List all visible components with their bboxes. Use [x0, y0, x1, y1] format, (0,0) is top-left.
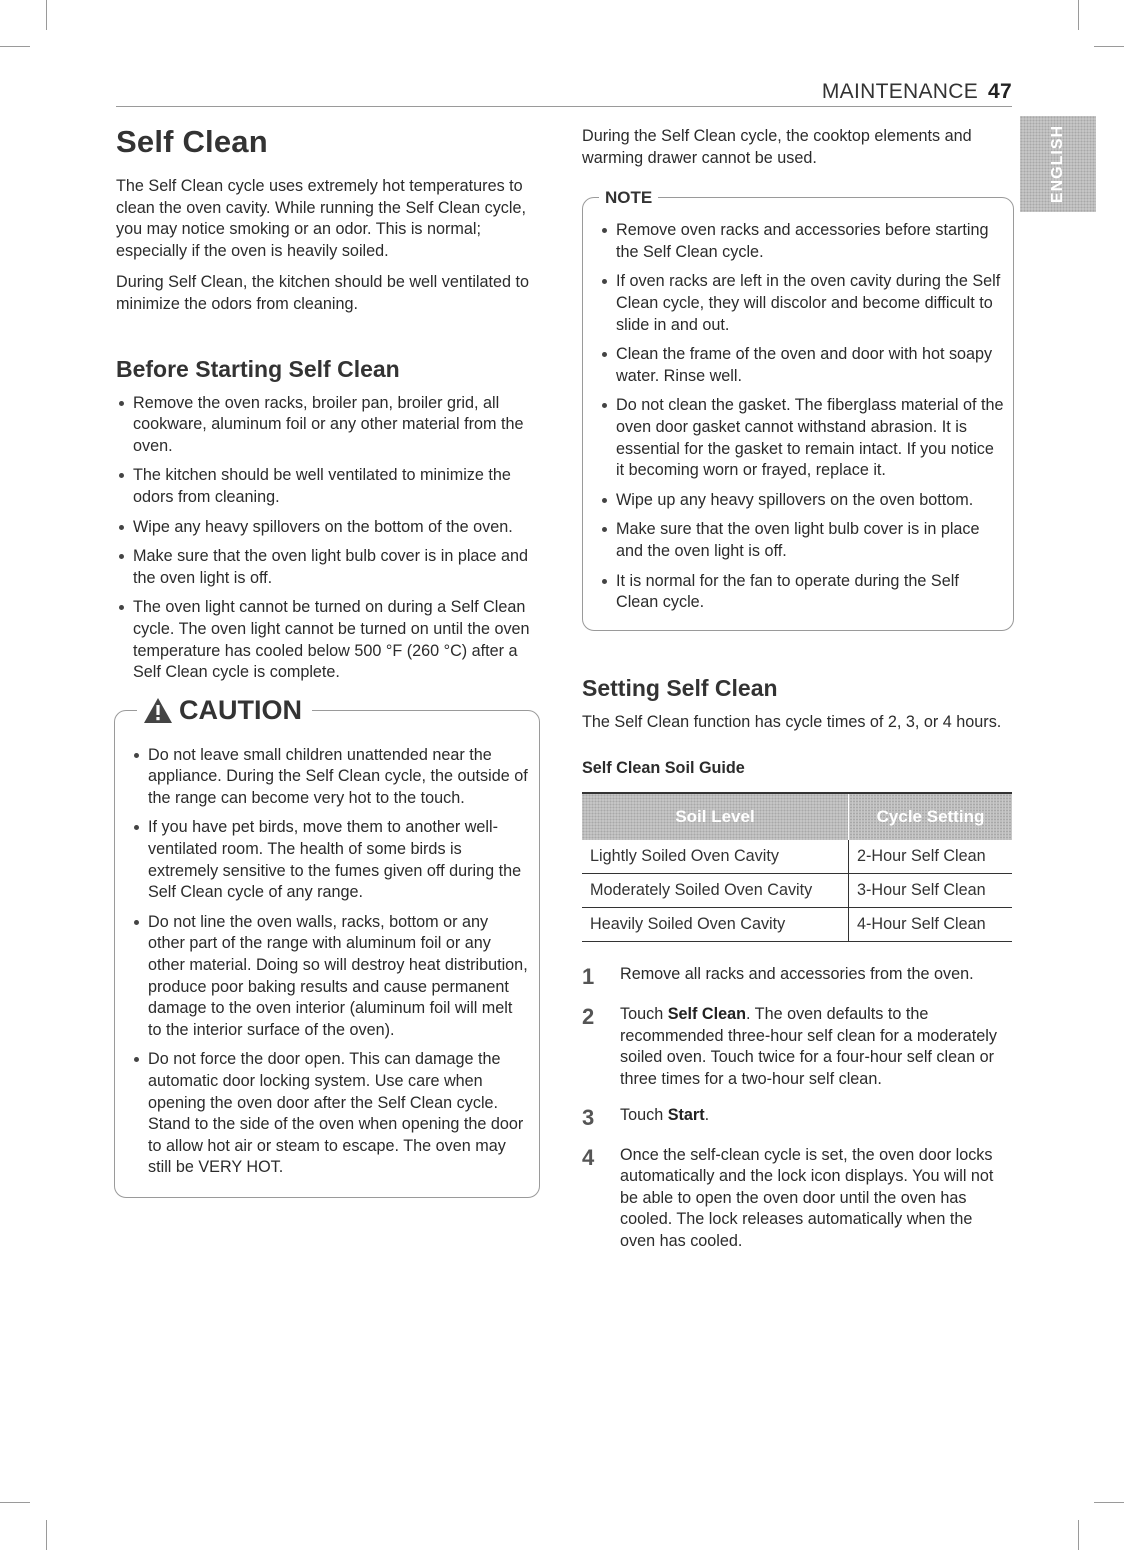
soil-guide-title: Self Clean Soil Guide	[582, 759, 745, 778]
table-row	[582, 840, 1012, 874]
list-item: The kitchen should be well ventilated to minimize the odors from cleaning.	[116, 465, 548, 508]
list-item: Make sure that the oven light bulb cover is in place and the oven light is off.	[599, 519, 1005, 562]
list-item: Do not clean the gasket. The fiberglass material of the oven door gasket cannot withstand abrasion. It is essential for the gasket to remain intact. If you notice it becoming worn or frayed, replace it.	[599, 395, 1005, 481]
table-cell: Heavily Soiled Oven Cavity	[582, 908, 849, 942]
setting-intro: The Self Clean function has cycle times of 2, 3, or 4 hours.	[582, 712, 1002, 731]
running-header	[822, 80, 1012, 104]
caution-list	[131, 745, 529, 1179]
intro-paragraph: The Self Clean cycle uses extremely hot temperatures to clean the oven cavity. While running the Self Clean cycle, you may notice smoking or an odor. This is normal; especially if the oven is heavily soiled.	[116, 177, 526, 260]
list-item: Clean the frame of the oven and door with hot soapy water. Rinse well.	[599, 344, 1005, 387]
step-number: 2	[582, 1004, 595, 1030]
step	[582, 1004, 1012, 1090]
note-list	[599, 220, 1005, 614]
step	[582, 964, 1012, 990]
before-starting-heading: Before Starting Self Clean	[116, 355, 400, 382]
right-column	[582, 126, 1012, 1267]
step	[582, 1105, 1012, 1131]
list-item: Do not leave small children unattended near the appliance. During the Self Clean cycle, the outside of the range can become very hot to the touch.	[131, 745, 529, 810]
table-cell: Moderately Soiled Oven Cavity	[582, 874, 849, 908]
list-item: The oven light cannot be turned on during a Self Clean cycle. The oven light cannot be turned on until the oven temperature has cooled below 500 °F (260 °C) after a Self Clean cycle is complete.	[116, 597, 548, 683]
table-cell: Lightly Soiled Oven Cavity	[582, 840, 849, 874]
table-row	[582, 908, 1012, 942]
list-item: Wipe any heavy spillovers on the bottom of the oven.	[116, 517, 548, 539]
step-number: 3	[582, 1104, 595, 1130]
crop-mark	[1078, 1520, 1079, 1550]
crop-mark	[0, 46, 30, 47]
table-header-row	[582, 793, 1012, 840]
soil-guide-table	[582, 792, 1012, 942]
crop-mark	[1094, 1502, 1124, 1503]
language-tab	[1020, 116, 1096, 212]
table-cell: 2-Hour Self Clean	[849, 840, 1013, 874]
steps-list	[582, 964, 1012, 1252]
table-cell: 3-Hour Self Clean	[849, 874, 1013, 908]
setting-heading: Setting Self Clean	[582, 674, 778, 701]
column-header: Soil Level	[582, 793, 849, 840]
warning-triangle-icon	[143, 697, 173, 724]
list-item: If you have pet birds, move them to another well-ventilated room. The health of some birds is extremely sensitive to the fumes given off during the Self Clean cycle of any range.	[131, 817, 529, 903]
step-text: Touch Self Clean. The oven defaults to the recommended three-hour self clean for a moderately soiled oven. Touch twice for a four-hour self clean or three times for a two-hour self clean.	[620, 1005, 997, 1089]
list-item: Remove oven racks and accessories before starting the Self Clean cycle.	[599, 220, 1005, 263]
section-name: MAINTENANCE	[821, 80, 979, 103]
step-text: Remove all racks and accessories from the oven.	[620, 965, 974, 984]
header-rule	[116, 106, 1012, 107]
list-item: Do not line the oven walls, racks, bottom or any other part of the range with aluminum foil or any other material. Doing so will destroy heat distribution, produce poor baking results and cause permanent damage to the oven interior (aluminum foil will melt to the interior surface of the oven).	[131, 912, 529, 1042]
language-tab-label: ENGLISH	[1049, 124, 1066, 204]
crop-mark	[0, 1502, 30, 1503]
table-cell: 4-Hour Self Clean	[849, 908, 1013, 942]
step-text: Once the self-clean cycle is set, the oven door locks automatically and the lock icon displays. You will not be able to open the oven door until the oven has cooled. The lock releases automatically when the oven has cooled.	[620, 1145, 994, 1251]
crop-mark	[1078, 0, 1079, 30]
step-number: 1	[582, 964, 595, 990]
column-header: Cycle Setting	[849, 793, 1013, 840]
page-number: 47	[988, 80, 1012, 103]
table-row	[582, 874, 1012, 908]
list-item: If oven racks are left in the oven cavity during the Self Clean cycle, they will discolor and become difficult to slide in and out.	[599, 271, 1005, 336]
caution-header	[137, 695, 312, 726]
caution-box	[114, 694, 540, 1198]
page-title: Self Clean	[116, 124, 268, 159]
crop-mark	[46, 0, 47, 30]
list-item: Do not force the door open. This can damage the automatic door locking system. Use care when opening the oven door after the Self Clean cycle. Stand to the side of the oven when opening the door to allow hot air or steam to escape. The oven may still be VERY HOT.	[131, 1049, 529, 1179]
caution-label: CAUTION	[179, 694, 302, 725]
crop-mark	[46, 1520, 47, 1550]
note-label: NOTE	[599, 188, 658, 208]
list-item: Wipe up any heavy spillovers on the oven bottom.	[599, 490, 1005, 512]
step-text: Touch Start.	[620, 1105, 710, 1124]
note-box	[582, 188, 1014, 631]
crop-mark	[1094, 46, 1124, 47]
step	[582, 1145, 1012, 1253]
list-item: Remove the oven racks, broiler pan, broiler grid, all cookware, aluminum foil or any other material from the oven.	[116, 393, 548, 458]
intro-paragraph: During Self Clean, the kitchen should be well ventilated to minimize the odors from cleaning.	[116, 273, 530, 313]
step-number: 4	[582, 1144, 595, 1170]
right-intro: During the Self Clean cycle, the cooktop elements and warming drawer cannot be used.	[582, 127, 972, 167]
list-item: Make sure that the oven light bulb cover is in place and the oven light is off.	[116, 546, 548, 589]
left-column	[116, 124, 548, 1198]
before-starting-list	[116, 393, 548, 684]
list-item: It is normal for the fan to operate during the Self Clean cycle.	[599, 571, 1005, 614]
